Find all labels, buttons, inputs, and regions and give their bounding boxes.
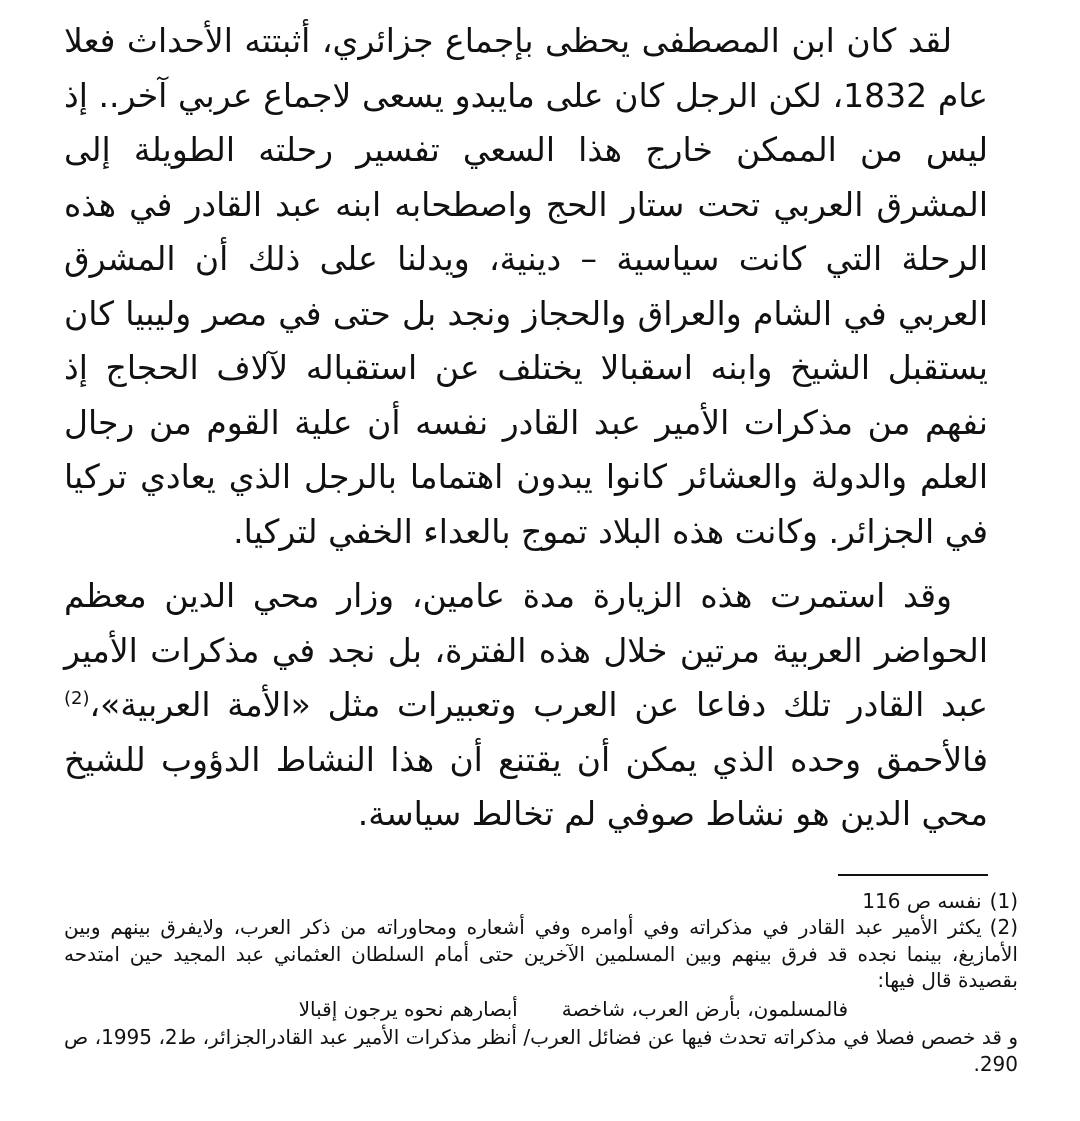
paragraph-2-text-after: فالأحمق وحده الذي يمكن أن يقتنع أن هذا النشاط الدؤوب للشيخ محي الدين هو نشاط صوفي لم تخالط سياسة. bbox=[64, 739, 988, 833]
main-text bbox=[64, 14, 988, 842]
verse-second-hemistich: أبصارهم نحوه يرجون إقبالا bbox=[298, 996, 518, 1021]
footnote-ref-2: (2) bbox=[64, 688, 90, 709]
footnotes bbox=[64, 888, 1018, 1078]
paragraph-2 bbox=[64, 569, 988, 842]
footnote-number: (2) bbox=[989, 915, 1018, 939]
footnote-1 bbox=[64, 888, 1018, 915]
footnote-2 bbox=[64, 914, 1018, 994]
paragraph-1: لقد كان ابن المصطفى يحظى بإجماع جزائري، أثبتته الأحداث فعلا عام 1832، لكن الرجل كان على مايبدو يسعى لاجماع عربي آخر.. إذ ليس من الممكن خارج هذا السعي تفسير رحلته الطويلة إلى المشرق العربي تحت ستار الحج واصطحابه ابنه عبد القادر في هذه الرحلة التي كانت سياسية – دينية، ويدلنا على ذلك أن المشرق العربي في الشام والعراق والحجاز ونجد بل حتى في مصر وليبيا كان يستقبل الشيخ وابنه اسقبالا يختلف عن استقباله لآلاف الحجاج إذ نفهم من مذكرات الأمير عبد القادر نفسه أن علية القوم من رجال العلم والدولة والعشائر كانوا يبدون اهتماما بالرجل الذي يعادي تركيا في الجزائر. وكانت هذه البلاد تموج بالعداء الخفي لتركيا. bbox=[64, 21, 988, 551]
footnote-text: نفسه ص 116 bbox=[862, 888, 982, 913]
footnote-2-continuation: و قد خصص فصلا في مذكراته تحدث فيها عن فضائل العرب/ أنظر مذكرات الأمير عبد القادرالجزائر، ط2، 1995، ص 290. bbox=[64, 1025, 1018, 1076]
poem-verse bbox=[64, 996, 1018, 1023]
footnote-separator bbox=[838, 874, 988, 876]
footnote-number: (1) bbox=[989, 888, 1018, 913]
verse-first-hemistich: فالمسلمون، بأرض العرب، شاخصة bbox=[561, 996, 848, 1021]
footnote-text: يكثر الأمير عبد القادر في مذكراته وفي أوامره وفي أشعاره ومحاوراته من ذكر العرب، ولايفرق بينهم وبين الأمازيغ، بينما نجده قد فرق بينهم وبين المسلمين الآخرين حتى أمام السلطان العثماني عبد المجيد حين امتدحه بقصيدة قال فيها: bbox=[64, 915, 1018, 992]
paragraph-2-text-before: وقد استمرت هذه الزيارة مدة عامين، وزار محي الدين معظم الحواضر العربية مرتين خلال هذه الفترة، بل نجد في مذكرات الأمير عبد القادر تلك دفاعا عن العرب وتعبيرات مثل «الأمة العربية»، bbox=[64, 576, 988, 724]
